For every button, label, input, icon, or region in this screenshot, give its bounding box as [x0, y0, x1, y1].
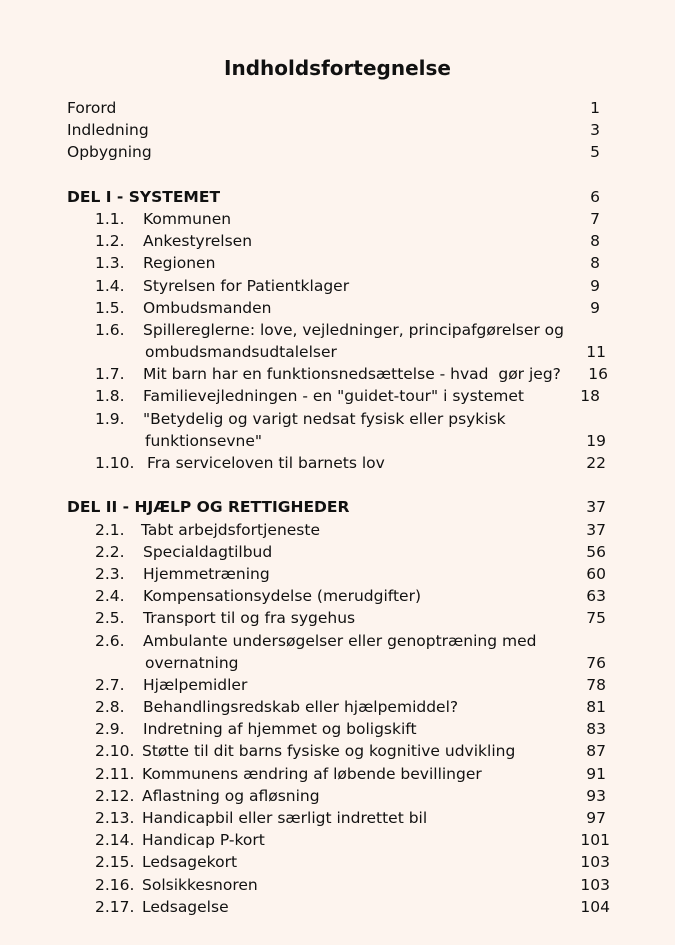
toc-entry-page: 104 — [580, 897, 610, 916]
toc-entry-page: 22 — [586, 454, 606, 473]
toc-entry-page: 5 — [590, 143, 600, 162]
toc-entry-label: Ankestyrelsen — [143, 232, 253, 251]
toc-entry-label-continued: ombudsmandsudtalelser — [145, 343, 337, 362]
toc-entry-opbygning[interactable] — [67, 141, 612, 163]
toc-entry[interactable] — [67, 208, 612, 230]
toc-entry-label: Mit barn har en funktionsnedsættelse - hvad gør jeg? — [143, 365, 561, 384]
toc-entry[interactable] — [67, 408, 612, 452]
toc-entry[interactable] — [67, 696, 612, 718]
toc-entry-number: 2.16. — [95, 875, 135, 894]
toc-entry-label: Handicap P-kort — [142, 831, 265, 850]
toc-entry-number: 1.3. — [95, 254, 125, 273]
toc-entry[interactable] — [67, 541, 612, 563]
toc-entry-page: 103 — [580, 853, 610, 872]
toc-entry-page: 87 — [586, 742, 606, 761]
toc-entry-label: Kompensationsydelse (merudgifter) — [143, 587, 421, 606]
toc-entry-number: 1.10. — [95, 454, 135, 473]
toc-entry-number: 2.15. — [95, 853, 135, 872]
toc-entry-page: 11 — [586, 343, 606, 362]
toc-entry-number: 1.2. — [95, 232, 125, 251]
toc-entry[interactable] — [67, 319, 612, 363]
toc-entry-page: 60 — [586, 564, 606, 583]
toc-entry-label: Hjemmetræning — [143, 564, 270, 583]
toc-entry[interactable] — [67, 763, 612, 785]
toc-entry-page: 8 — [590, 232, 600, 251]
section-spacer — [67, 164, 612, 186]
toc-entry[interactable] — [67, 785, 612, 807]
toc-entry-number: 2.1. — [95, 520, 125, 539]
toc-entry-label: Familievejledningen - en "guidet-tour" i systemet — [143, 387, 524, 406]
toc-entry-page: 6 — [590, 187, 600, 206]
part-heading-del-2[interactable] — [67, 496, 612, 518]
toc-entry-label: Aflastning og afløsning — [142, 786, 320, 805]
toc-entry[interactable] — [67, 275, 612, 297]
toc-entry-page: 1 — [590, 99, 600, 117]
part-heading-label: DEL I - SYSTEMET — [67, 187, 221, 206]
part-heading-label: DEL II - HJÆLP OG RETTIGHEDER — [67, 498, 350, 517]
toc-entry-label: Regionen — [143, 254, 216, 273]
toc-entry-indledning[interactable] — [67, 119, 612, 141]
toc-entry-page: 75 — [586, 609, 606, 628]
toc-entry-label: Hjælpemidler — [143, 675, 248, 694]
toc-entry-page: 9 — [590, 276, 600, 295]
toc-entry-number: 2.14. — [95, 831, 135, 850]
toc-entry-page: 93 — [586, 786, 606, 805]
toc-entry-label-continued: overnatning — [145, 653, 239, 672]
toc-entry-label: Solsikkesnoren — [142, 875, 258, 894]
toc-entry[interactable] — [67, 896, 612, 918]
toc-entry-number: 1.6. — [95, 320, 125, 339]
page-title: Indholdsfortegnelse — [224, 56, 451, 80]
toc-entry-number: 2.10. — [95, 742, 135, 761]
toc-entry[interactable] — [67, 252, 612, 274]
toc-entry[interactable] — [67, 363, 612, 385]
toc-entry-page: 91 — [586, 764, 606, 783]
toc-entry-label: Specialdagtilbud — [143, 542, 273, 561]
toc-entry-page: 8 — [590, 254, 600, 273]
toc-entry-label: Ombudsmanden — [143, 298, 272, 317]
toc-entry-label: Ledsagelse — [142, 897, 229, 916]
toc-entry-label: "Betydelig og varigt nedsat fysisk eller psykisk — [143, 409, 506, 428]
toc-entry-number: 1.5. — [95, 298, 125, 317]
toc-entry[interactable] — [67, 519, 612, 541]
toc-entry-number: 2.6. — [95, 631, 125, 650]
toc-entry-label: Ambulante undersøgelser eller genoptræning med — [143, 631, 537, 650]
toc-entry-label: Fra serviceloven til barnets lov — [147, 454, 385, 473]
toc-entry-label: Indretning af hjemmet og boligskift — [143, 720, 417, 739]
toc-entry[interactable] — [67, 740, 612, 762]
toc-entry-number: 1.8. — [95, 387, 125, 406]
toc-entry-page: 78 — [586, 675, 606, 694]
toc-entry[interactable] — [67, 630, 612, 674]
toc-entry-number: 2.3. — [95, 564, 125, 583]
toc-entry-label: Opbygning — [67, 143, 152, 162]
toc-entry-page: 81 — [586, 698, 606, 717]
toc-entry-number: 1.7. — [95, 365, 125, 384]
toc-entry-number: 1.9. — [95, 409, 125, 428]
toc-entry-number: 2.12. — [95, 786, 135, 805]
toc-entry-number: 2.4. — [95, 587, 125, 606]
toc-entry-page: 83 — [586, 720, 606, 739]
toc-entry[interactable] — [67, 674, 612, 696]
toc-entry-page: 63 — [586, 587, 606, 606]
toc-entry-number: 2.11. — [95, 764, 135, 783]
toc-entry-label: Tabt arbejdsfortjeneste — [141, 520, 320, 539]
toc-entry[interactable] — [67, 230, 612, 252]
toc-entry-label: Spillereglerne: love, vejledninger, principafgørelser og — [143, 320, 564, 339]
section-spacer — [67, 474, 612, 496]
toc-entry-label: Transport til og fra sygehus — [143, 609, 356, 628]
part-heading-del-1[interactable] — [67, 186, 612, 208]
toc-entry[interactable] — [67, 385, 612, 407]
toc-entry[interactable] — [67, 807, 612, 829]
toc-entry[interactable] — [67, 874, 612, 896]
toc-entry-number: 2.2. — [95, 542, 125, 561]
toc-entry-page: 16 — [588, 365, 608, 384]
toc-entry-label-continued: funktionsevne" — [145, 431, 263, 450]
toc-entry-label: Indledning — [67, 121, 149, 140]
toc-entry-page: 103 — [580, 875, 610, 894]
toc-entry-page: 56 — [586, 542, 606, 561]
toc-entry[interactable] — [67, 452, 612, 474]
toc-entry-number: 1.1. — [95, 209, 125, 228]
toc-entry-page: 3 — [590, 121, 600, 140]
toc-entry-label: Forord — [67, 99, 117, 117]
toc-entry-page: 101 — [580, 831, 610, 850]
toc-entry-page: 97 — [586, 809, 606, 828]
toc-entry-label: Kommunens ændring af løbende bevillinger — [142, 764, 482, 783]
toc-entry-number: 2.8. — [95, 698, 125, 717]
toc-entry-number: 2.17. — [95, 897, 135, 916]
table-of-contents — [67, 97, 612, 918]
toc-entry-page: 7 — [590, 209, 600, 228]
toc-entry-page: 37 — [586, 520, 606, 539]
toc-entry-label: Kommunen — [143, 209, 232, 228]
toc-entry-forord[interactable] — [67, 97, 612, 119]
toc-entry-page: 9 — [590, 298, 600, 317]
toc-entry-page: 76 — [586, 653, 606, 672]
toc-entry-number: 2.13. — [95, 809, 135, 828]
toc-entry[interactable] — [67, 297, 612, 319]
toc-entry-label: Støtte til dit barns fysiske og kognitive udvikling — [142, 742, 516, 761]
toc-entry-label: Ledsagekort — [142, 853, 238, 872]
toc-entry-page: 37 — [586, 498, 606, 517]
toc-entry-number: 2.7. — [95, 675, 125, 694]
toc-entry[interactable] — [67, 563, 612, 585]
toc-entry[interactable] — [67, 585, 612, 607]
toc-entry-label: Behandlingsredskab eller hjælpemiddel? — [143, 698, 459, 717]
toc-entry-label: Handicapbil eller særligt indrettet bil — [142, 809, 428, 828]
toc-entry-page: 18 — [580, 387, 600, 406]
toc-entry-label: Styrelsen for Patientklager — [143, 276, 350, 295]
toc-entry[interactable] — [67, 829, 612, 851]
toc-entry-number: 1.4. — [95, 276, 125, 295]
toc-entry[interactable] — [67, 851, 612, 873]
toc-entry-number: 2.9. — [95, 720, 125, 739]
toc-entry-page: 19 — [586, 431, 606, 450]
toc-entry[interactable] — [67, 607, 612, 629]
toc-entry-number: 2.5. — [95, 609, 125, 628]
toc-entry[interactable] — [67, 718, 612, 740]
